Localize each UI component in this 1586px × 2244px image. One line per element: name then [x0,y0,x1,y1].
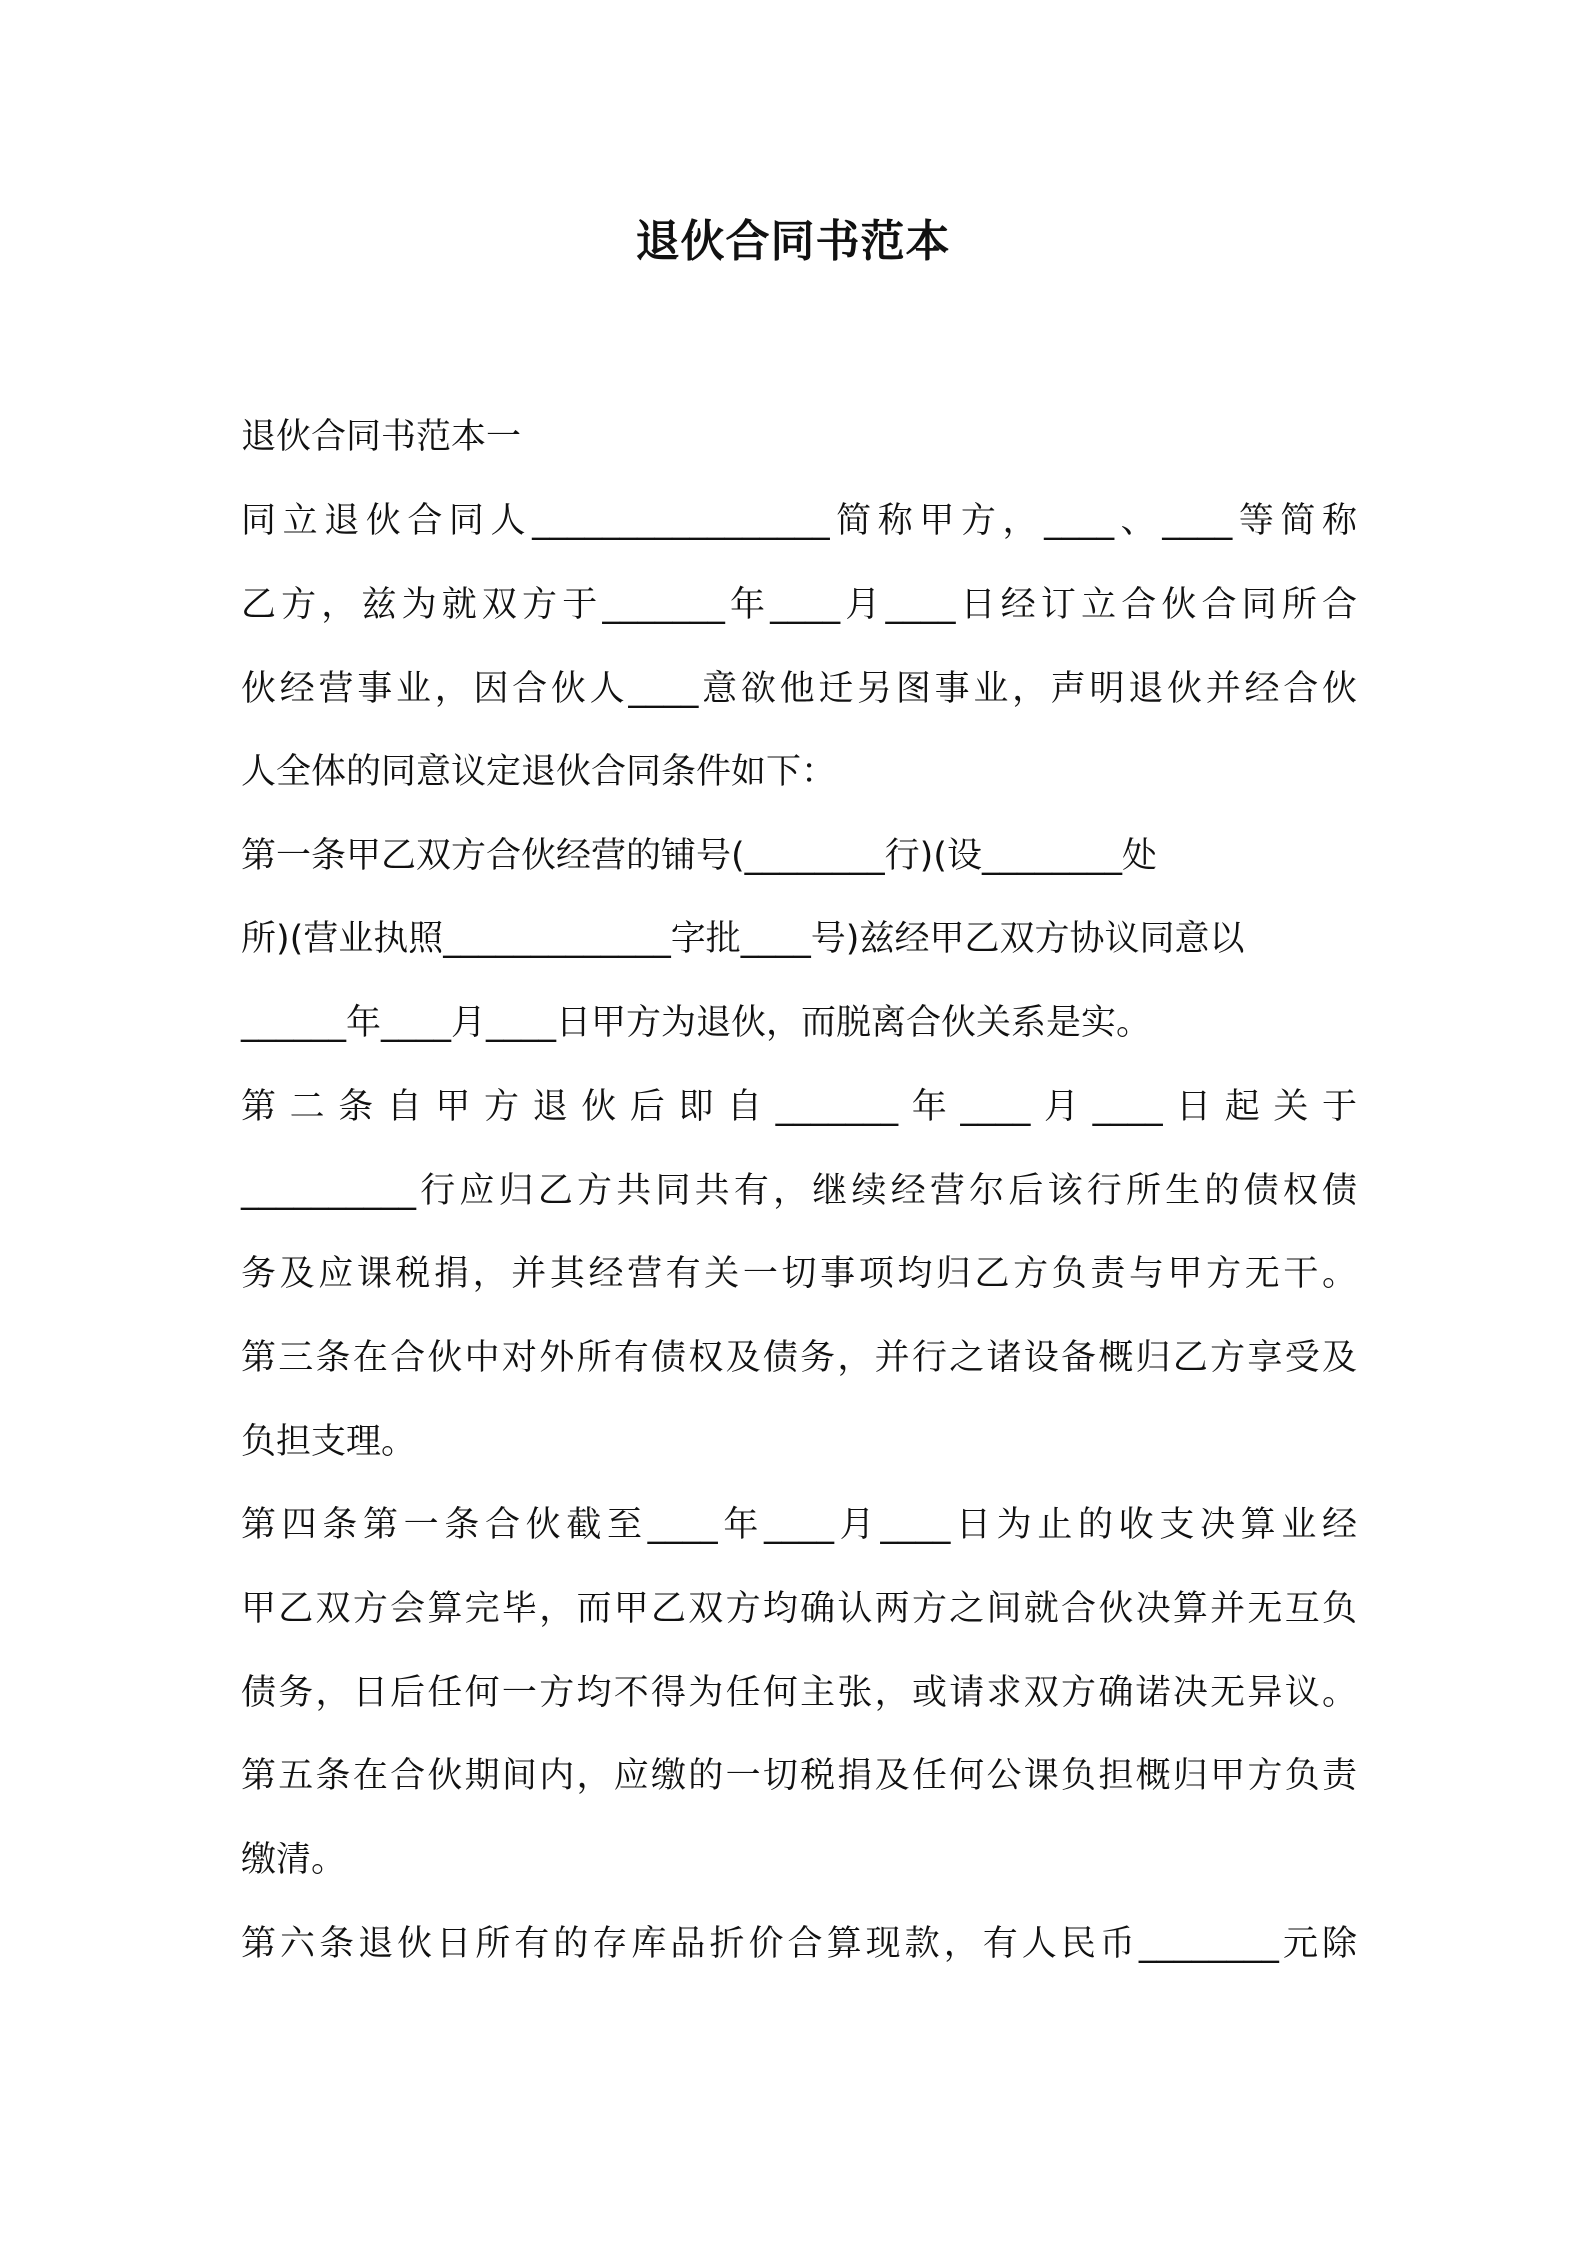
body-line: 负担支理。 [241,1422,417,1462]
body-line: 第二条自甲方退伙后即自_______年____月____日起关于 [241,1087,1357,1127]
body-line: 务及应课税捐，并其经营有关一切事项均归乙方负责与甲方无干。 [241,1254,1357,1294]
body-line: 第六条退伙日所有的存库品折价合算现款，有人民币________元除 [241,1924,1357,1964]
body-line: 所)(营业执照_____________字批____号)兹经甲乙双方协议同意以 [241,919,1245,959]
body-line: 伙经营事业，因合伙人____意欲他迁另图事业，声明退伙并经合伙 [241,669,1357,709]
body-line: 第五条在合伙期间内，应缴的一切税捐及任何公课负担概归甲方负责 [241,1756,1357,1796]
body-line: 乙方，兹为就双方于_______年____月____日经订立合伙合同所合 [241,585,1357,625]
body-line: 甲乙双方会算完毕，而甲乙双方均确认两方之间就合伙决算并无互负 [241,1589,1357,1629]
body-line: ______年____月____日甲方为退伙，而脱离合伙关系是实。 [241,1003,1152,1043]
body-line: 同立退伙合同人_________________简称甲方，____、____等简称 [241,501,1357,541]
document-title: 退伙合同书范本 [635,216,951,267]
body-line: 人全体的同意议定退伙合同条件如下： [241,752,837,792]
body-line: 第三条在合伙中对外所有债权及债务，并行之诸设备概归乙方享受及 [241,1338,1357,1378]
body-line: 债务，日后任何一方均不得为任何主张，或请求双方确诺决无异议。 [241,1673,1357,1713]
body-line: __________行应归乙方共同共有，继续经营尔后该行所生的债权债 [241,1171,1357,1211]
body-line: 缴清。 [241,1840,347,1880]
body-line: 第四条第一条合伙截至____年____月____日为止的收支决算业经 [241,1505,1357,1545]
section-heading: 退伙合同书范本一 [241,417,522,457]
body-line: 第一条甲乙双方合伙经营的铺号(________行)(设________处 [241,836,1157,876]
